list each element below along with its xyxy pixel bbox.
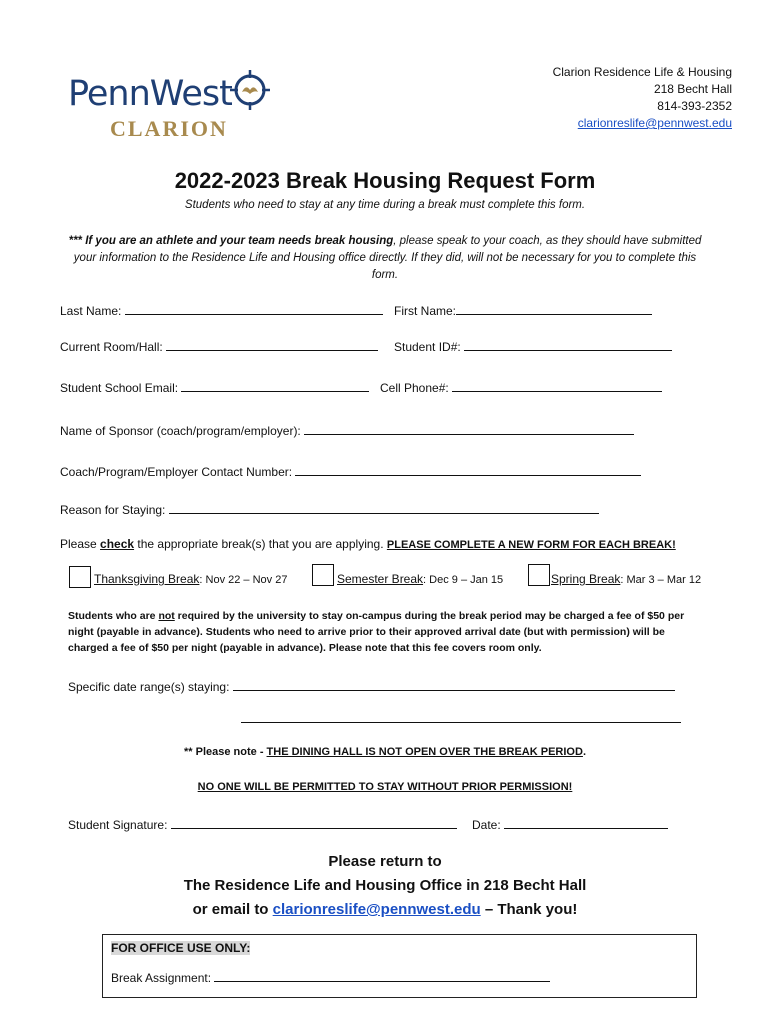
date-range-field-2[interactable] — [241, 722, 681, 723]
office-use-heading: FOR OFFICE USE ONLY: — [111, 941, 251, 955]
break-assignment-field[interactable] — [214, 969, 550, 982]
school-email-field[interactable] — [181, 379, 369, 392]
office-phone: 814-393-2352 — [657, 99, 732, 113]
first-name-field[interactable] — [456, 302, 652, 315]
date-range-row: Specific date range(s) staying: — [68, 678, 675, 694]
room-hall-row: Current Room/Hall: — [60, 338, 378, 354]
spring-checkbox[interactable] — [528, 564, 550, 586]
fee-notice: Students who are not required by the university to stay on-campus during the break period may be charged a fee of $50 per night (payable in advance). Students who need to arrive prior to their approved arrival date (but with permission) will be charged a fee of $50 per night (payable in advance). Please note that this fee covers room only. — [68, 610, 685, 654]
contact-number-field[interactable] — [295, 463, 641, 476]
form-subtitle: Students who need to stay at any time during a break must complete this form. — [184, 199, 586, 211]
room-hall-field[interactable] — [166, 338, 378, 351]
sponsor-row: Name of Sponsor (coach/program/employer): — [60, 422, 634, 438]
last-name-field[interactable] — [125, 302, 383, 315]
logo-wordmark: PennWest — [68, 74, 232, 114]
office-name: Clarion Residence Life & Housing — [552, 65, 732, 79]
last-name-row: Last Name: — [60, 302, 383, 318]
compass-logo-icon — [228, 68, 272, 112]
student-id-field[interactable] — [464, 338, 672, 351]
athlete-notice: *** If you are an athlete and your team needs break housing, please speak to your coach, as they should have submitted your information to the Residence Life and Housing office directly. If they did, will not be necessary for you to complete this form. — [68, 235, 702, 281]
breaks-prompt: Please check the appropriate break(s) that you are applying. PLEASE COMPLETE A NEW FORM FOR EACH BREAK! — [60, 537, 676, 551]
thanksgiving-checkbox[interactable] — [69, 566, 91, 588]
thanksgiving-break-label: Thanksgiving Break: Nov 22 – Nov 27 — [94, 572, 288, 586]
return-instructions: Please return to The Residence Life and Housing Office in 218 Becht Hall or email to clarionreslife@pennwest.edu – Thank you! — [183, 853, 587, 918]
date-row: Date: — [472, 816, 668, 832]
first-name-row: First Name: — [394, 302, 652, 318]
office-address: 218 Becht Hall — [653, 82, 732, 96]
logo-campus: CLARION — [110, 116, 228, 141]
signature-field[interactable] — [171, 816, 457, 829]
contact-number-row: Coach/Program/Employer Contact Number: — [60, 463, 641, 479]
school-email-row: Student School Email: — [60, 379, 369, 395]
semester-break-label: Semester Break: Dec 9 – Jan 15 — [337, 572, 504, 586]
form-title: 2022-2023 Break Housing Request Form — [174, 168, 596, 193]
permission-note: NO ONE WILL BE PERMITTED TO STAY WITHOUT PRIOR PERMISSION! — [197, 781, 573, 793]
dining-note: ** Please note - THE DINING HALL IS NOT OPEN OVER THE BREAK PERIOD. — [184, 746, 586, 758]
date-field[interactable] — [504, 816, 668, 829]
reason-row: Reason for Staying: — [60, 501, 599, 517]
sponsor-field[interactable] — [304, 422, 634, 435]
break-assignment-row: Break Assignment: — [111, 969, 550, 985]
return-email-link[interactable]: clarionreslife@pennwest.edu — [272, 901, 481, 918]
cell-phone-field[interactable] — [452, 379, 662, 392]
office-email-link[interactable]: clarionreslife@pennwest.edu — [577, 116, 732, 130]
spring-break-label: Spring Break: Mar 3 – Mar 12 — [551, 572, 702, 586]
signature-row: Student Signature: — [68, 816, 457, 832]
reason-field[interactable] — [169, 501, 599, 514]
semester-checkbox[interactable] — [312, 564, 334, 586]
cell-phone-row: Cell Phone#: — [380, 379, 662, 395]
office-use-box — [102, 934, 697, 998]
date-range-field[interactable] — [233, 678, 675, 691]
student-id-row: Student ID#: — [394, 338, 672, 354]
